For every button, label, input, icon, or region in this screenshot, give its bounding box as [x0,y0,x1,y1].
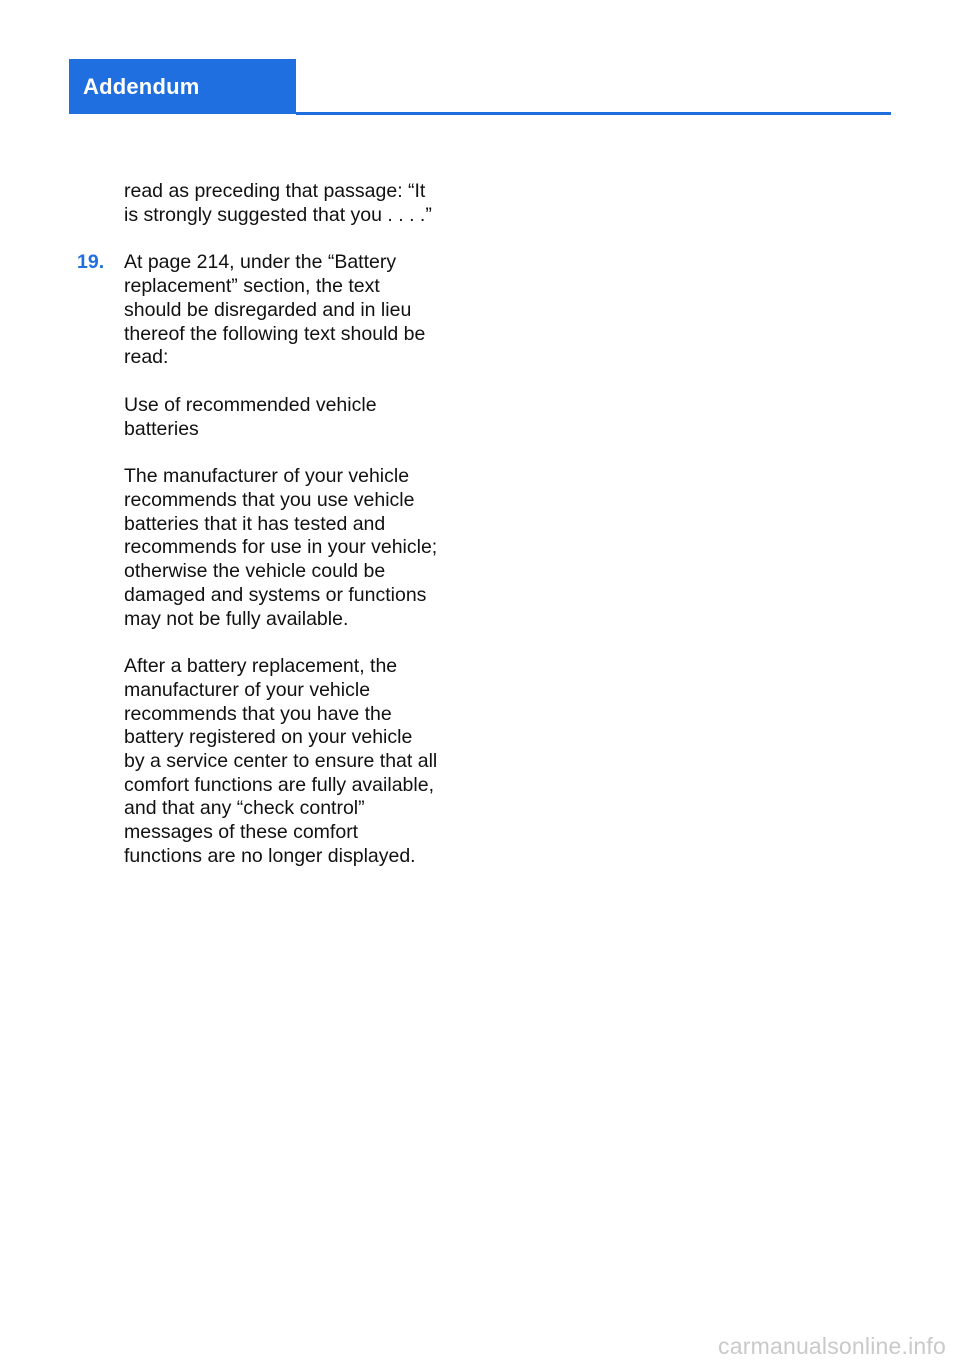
text-line: read as preceding that passage: “It [124,180,426,202]
section-heading [124,394,477,441]
text-line: Use of recommended vehicle [124,393,377,416]
header-tab [69,59,296,114]
item-number: 19. [77,251,105,274]
document-body [77,180,477,893]
text-line: by a service center to ensure that all [124,750,438,773]
text-line: batteries [124,417,199,440]
intro-paragraph [124,180,477,227]
item-text [124,251,425,370]
text-line: functions are no longer displayed. [124,844,416,867]
text-line: recommends that you have the [124,702,392,725]
text-line: recommends that you use vehicle [124,489,415,512]
text-line: may not be fully available. [124,607,349,630]
text-line: The manufacturer of your vehicle [124,465,410,488]
text-line: and that any “check control” [124,797,365,820]
text-line: read: [124,346,169,369]
list-item [77,251,477,370]
text-line: is strongly suggested that you . . . .” [124,203,432,226]
page-title: Addendum [83,74,200,99]
text-line: messages of these comfort [124,821,359,844]
text-line: At page 214, under the “Battery [124,251,397,274]
text-line: manufacturer of your vehicle [124,678,371,701]
text-line: replacement” section, the text [124,275,380,298]
header-divider [296,112,891,115]
text-line: thereof the following text should be [124,322,426,345]
text-line: After a battery replacement, the [124,655,398,678]
paragraph-battery-registration [124,655,477,868]
text-line: batteries that it has tested and [124,512,386,535]
text-line: battery registered on your vehicle [124,726,413,749]
text-line: should be disregarded and in lieu [124,298,412,321]
watermark: carmanualsonline.info [718,1333,946,1359]
text-line: recommends for use in your vehicle; [124,536,438,559]
text-line: damaged and systems or functions [124,583,427,606]
paragraph-recommended-batteries [124,465,477,631]
text-line: otherwise the vehicle could be [124,560,386,583]
text-line: comfort functions are fully available, [124,773,434,796]
